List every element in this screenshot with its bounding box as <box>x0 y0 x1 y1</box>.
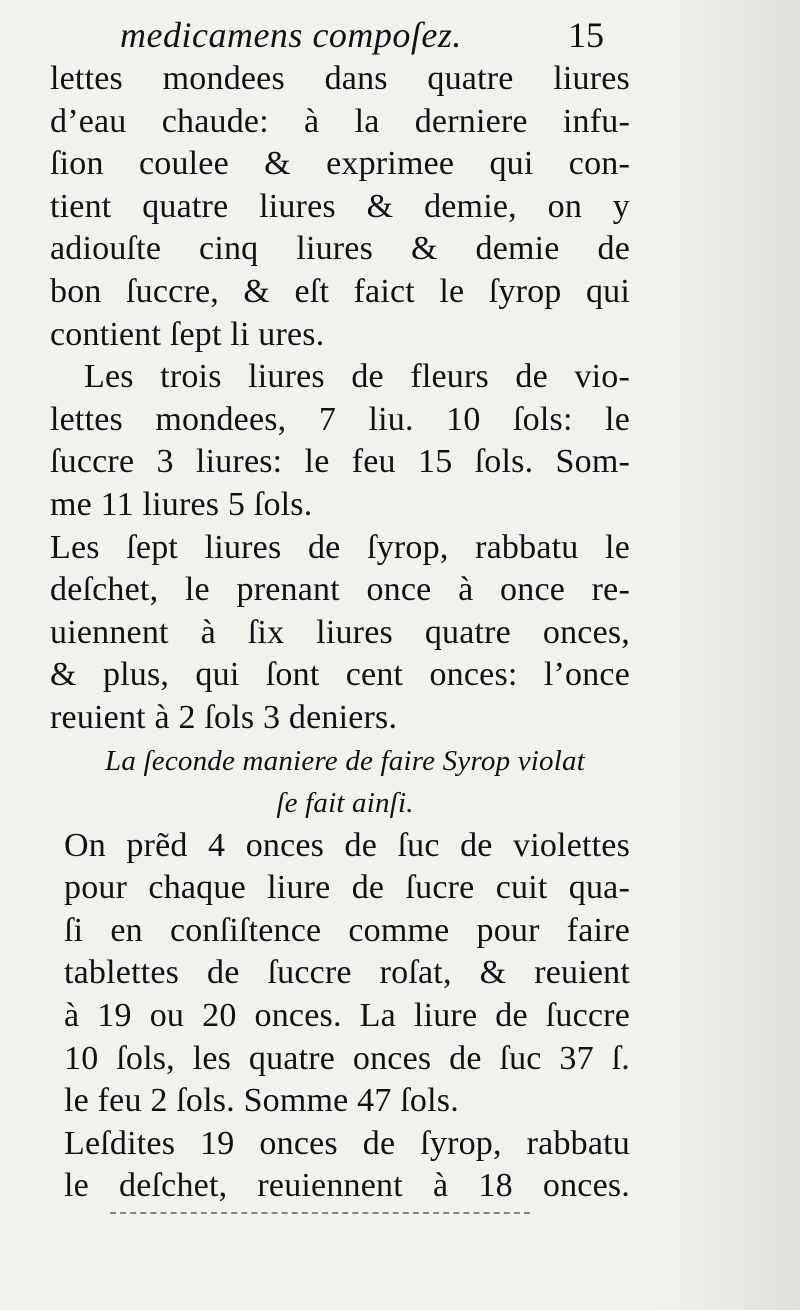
text-line: pour chaque liure de ſucre cuit qua- <box>64 869 630 907</box>
text-line: d’eau chaude: à la derniere infu- <box>50 102 630 140</box>
text-line: lettes mondees dans quatre liures <box>50 60 630 97</box>
paragraph <box>50 825 630 1123</box>
heading-line: La ſeconde maniere de faire Syrop violat <box>105 744 585 777</box>
text-line: Les ſept liures de ſyrop, rabbatu le <box>50 528 630 566</box>
text-line: tablettes de ſuccre roſat, & reuient <box>64 954 630 992</box>
text-line: lettes mondees, 7 liu. 10 ſols: le <box>50 400 630 438</box>
text-line: deſchet, le prenant once à once re- <box>50 571 630 609</box>
page-number: 15 <box>568 15 604 55</box>
text-line: uiennent à ſix liures quatre onces, <box>50 613 630 651</box>
bottom-rule <box>110 1212 530 1214</box>
running-title: medicamens compoſez. <box>120 15 462 55</box>
paragraph <box>50 527 630 740</box>
body-text <box>50 58 630 1208</box>
text-line: bon ſuccre, & eſt faict le ſyrop qui <box>50 272 630 310</box>
paragraph <box>50 58 630 356</box>
text-line: Leſdites 19 onces de ſyrop, rabbatu <box>64 1124 630 1162</box>
text-line: 10 ſols, les quatre onces de ſuc 37 ſ. <box>64 1039 630 1077</box>
text-line: & plus, qui ſont cent onces: l’once <box>50 656 630 694</box>
text-line: à 19 ou 20 onces. La liure de ſuccre <box>64 997 630 1035</box>
text-line: ſi en conſiſtence comme pour faire <box>64 911 630 949</box>
heading-line: ſe fait ainſi. <box>276 787 414 820</box>
text-line: contient ſept li ures. <box>50 315 325 353</box>
paragraph <box>50 356 630 526</box>
text-line: adiouſte cinq liures & demie de <box>50 230 630 268</box>
text-line: me 11 liures 5 ſols. <box>50 485 313 523</box>
text-line: le feu 2 ſols. Somme 47 ſols. <box>64 1082 459 1120</box>
text-line: ſuccre 3 liures: le feu 15 ſols. Som- <box>50 443 630 481</box>
text-line: Les trois liures de fleurs de vio- <box>84 358 630 396</box>
page-header <box>120 14 620 60</box>
text-line: tient quatre liures & demie, on y <box>50 187 630 225</box>
page-edge-shadow <box>650 0 800 1310</box>
text-line: reuient à 2 ſols 3 deniers. <box>50 698 398 736</box>
section-heading <box>50 740 630 825</box>
text-line: On prẽd 4 onces de ſuc de violettes <box>64 826 630 864</box>
paragraph <box>50 1123 630 1208</box>
text-line: le deſchet, reuiennent à 18 onces. <box>64 1167 630 1205</box>
text-line: ſion coulee & exprimee qui con- <box>50 145 630 183</box>
